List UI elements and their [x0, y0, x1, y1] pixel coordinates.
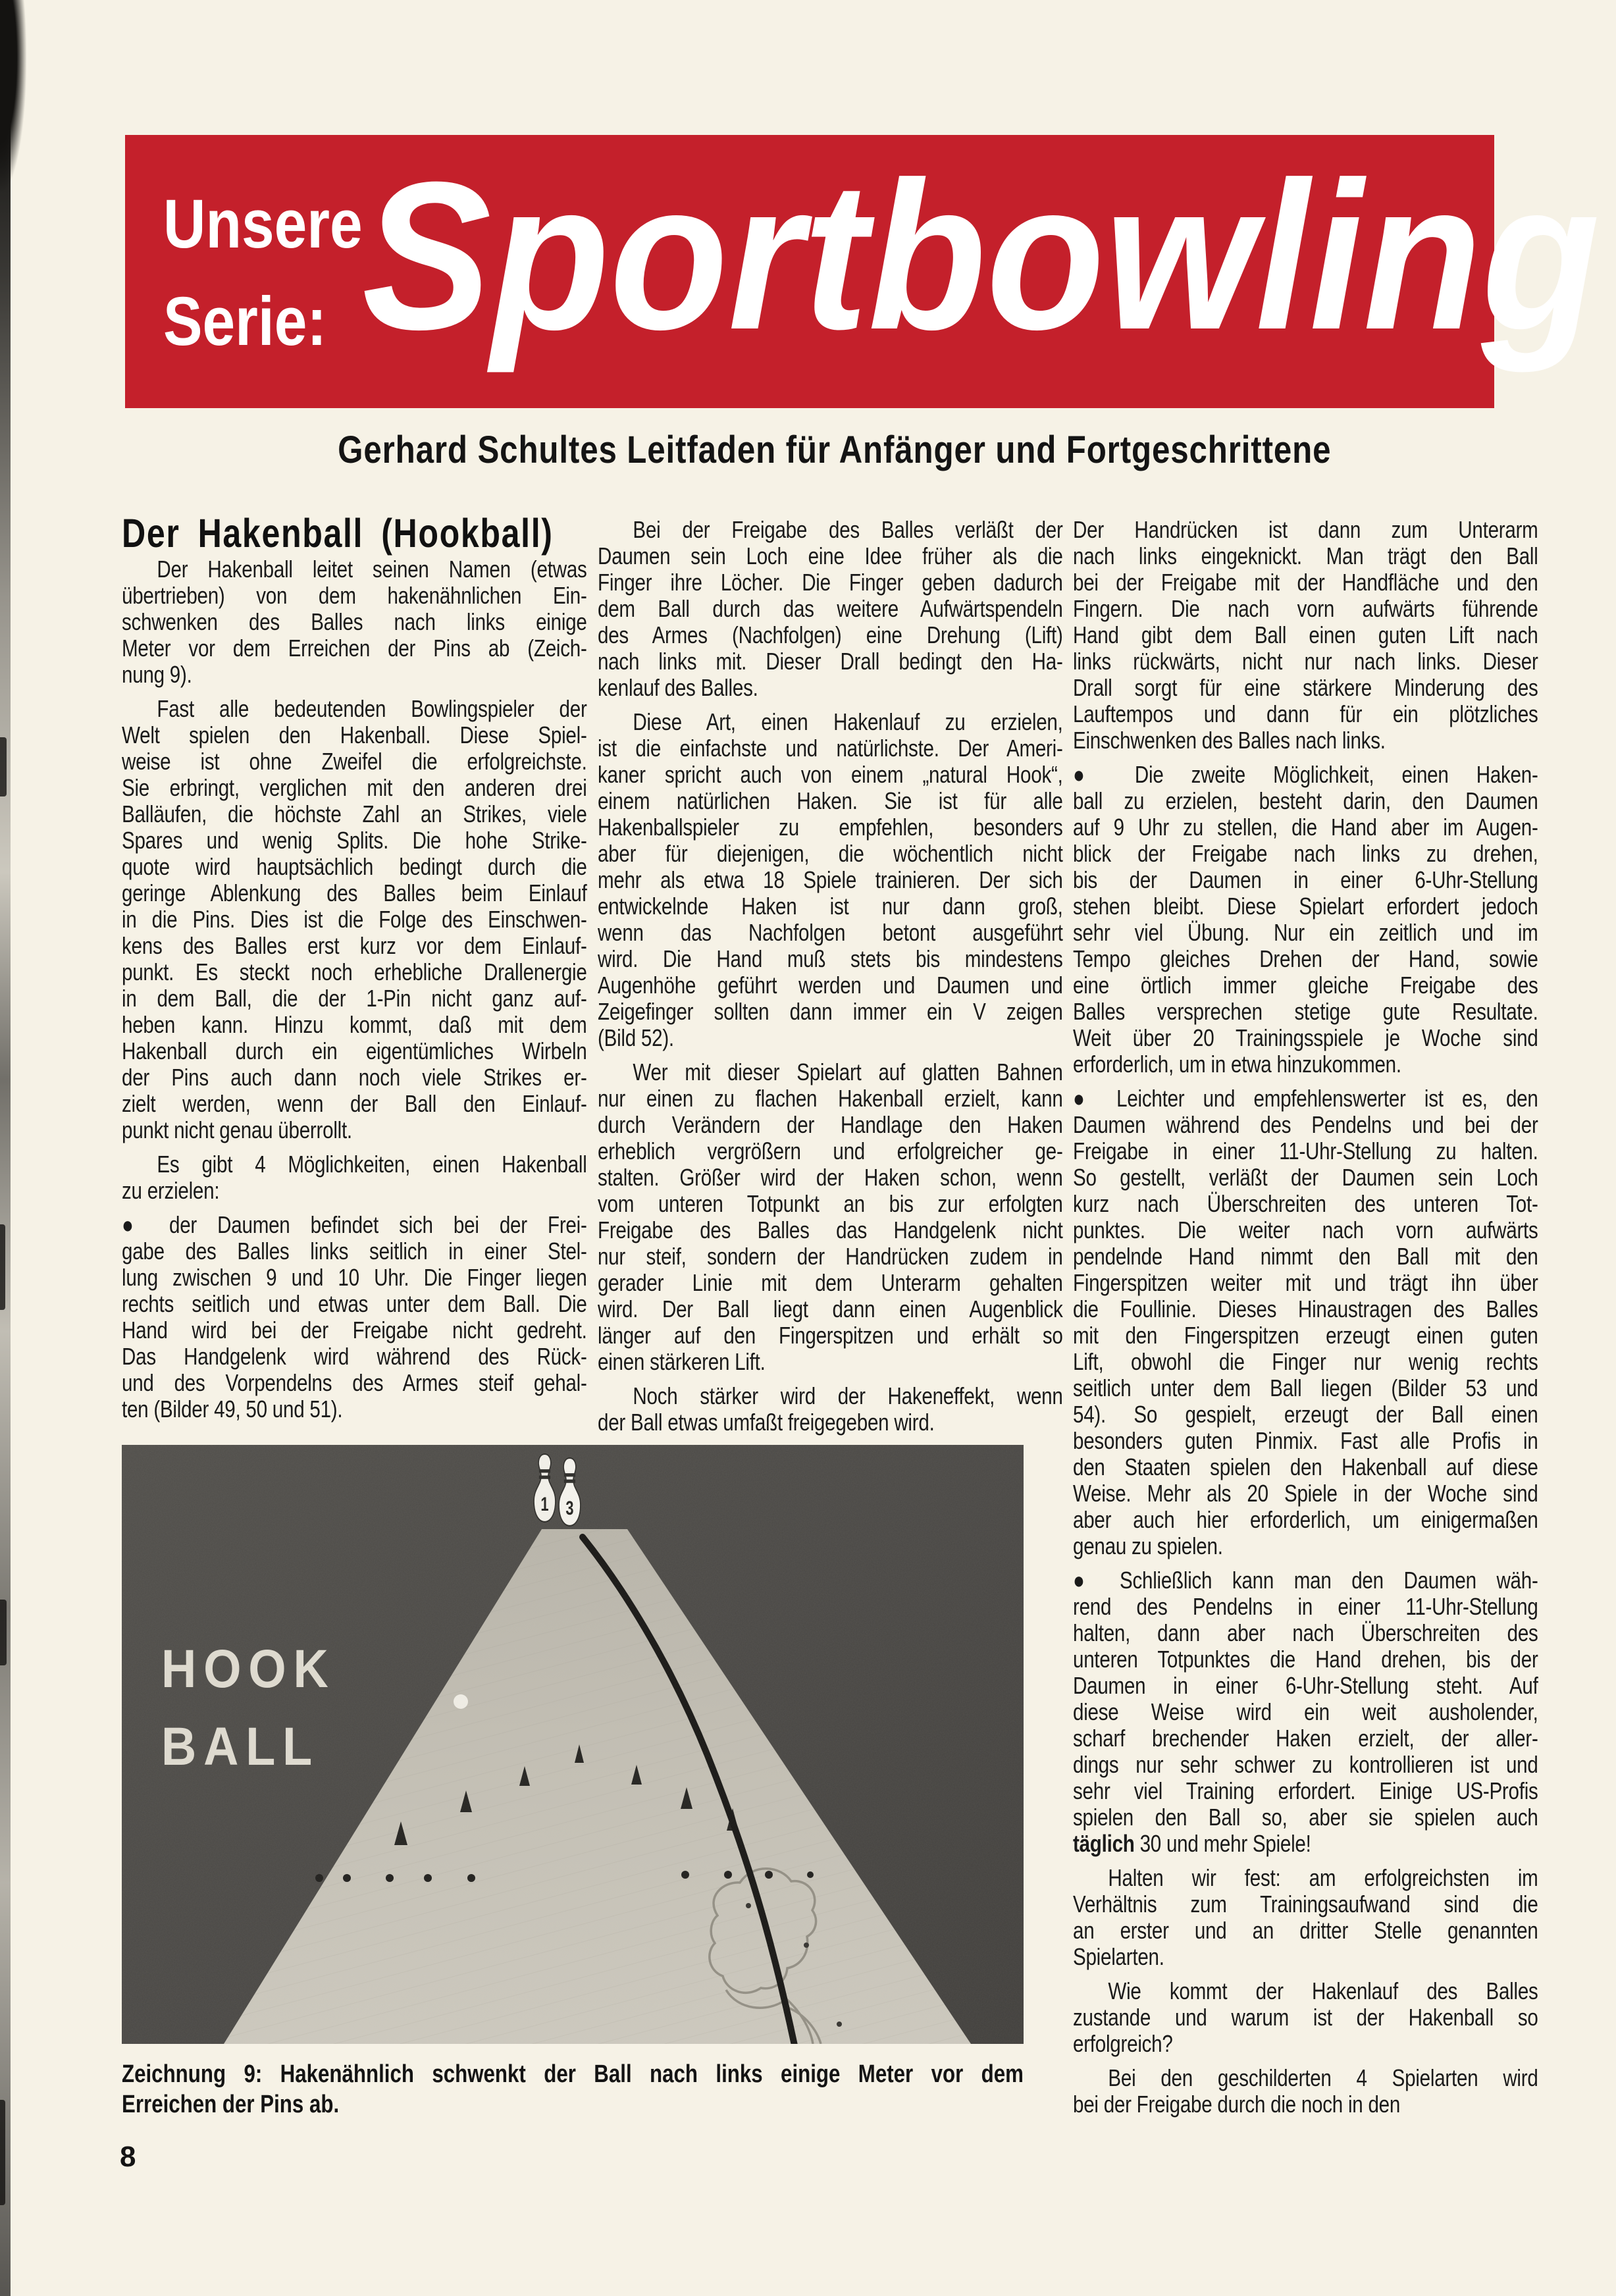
paragraph [1073, 1978, 1538, 2057]
column-1 [122, 510, 587, 1430]
text-line: punkt nicht genau überrollt. [122, 1116, 352, 1143]
text-line: zu erzielen: [122, 1177, 220, 1204]
text-line: Sie erbringt, verglichen mit den anderen drei [122, 774, 587, 801]
text-line: bei der Freigabe mit der Handfläche und den [1073, 569, 1538, 596]
paragraph [598, 517, 1063, 701]
text-line: erforderlich, um in etwa hinzukommen. [1073, 1051, 1401, 1078]
text-line: Bei den geschilderten 4 Spielarten wird [1108, 2064, 1538, 2091]
text-line: erheblich vergrößern und erfolgreicher ge- [598, 1137, 1063, 1164]
paragraph [1073, 517, 1538, 754]
text-line: Hakenball durch ein eigentümliches Wirbeln [122, 1037, 587, 1064]
paragraph [1073, 762, 1538, 1078]
series-label-line2: Serie: [163, 283, 327, 360]
text-line: Augenhöhe geführt werden und Daumen und [598, 972, 1063, 999]
text-line: in dem Ball, die der 1-Pin nicht ganz auf- [122, 985, 587, 1012]
text-line: gabe des Balles links seitlich in einer Stel- [122, 1238, 587, 1265]
text-line: kurz nach Überschreiten des unteren Tot- [1073, 1190, 1538, 1217]
text-line: wird. Die Hand muß stets bis mindestens [598, 945, 1063, 972]
text-line: rechts seitlich und etwas unter dem Ball. Die [122, 1290, 587, 1317]
text-line: auf 9 Uhr zu stellen, die Hand aber im Augen- [1073, 814, 1538, 841]
text-line: Zeigefinger sollten dann immer ein V zeigen [598, 998, 1063, 1025]
series-title: Sportbowling [362, 138, 1600, 373]
text-line: Es gibt 4 Möglichkeiten, einen Hakenball [157, 1151, 587, 1178]
text-line: zielt werden, wenn der Ball den Einlauf- [122, 1090, 587, 1117]
paragraph [1073, 1865, 1538, 1970]
scan-edge-mark [0, 737, 7, 796]
text-line: Bei der Freigabe des Balles verläßt der [633, 516, 1063, 543]
figure-hookball-photo [122, 1445, 1024, 2044]
text-line: entwickelnde Haken ist nur dann groß, [598, 893, 1063, 920]
text-line: einen stärkeren Lift. [598, 1348, 766, 1375]
text-line: sehr viel Training erfordert. Einige US-Profis [1073, 1777, 1538, 1804]
series-label-line1: Unsere [163, 186, 363, 263]
text-line: Hakenballspieler zu empfehlen, besonders [598, 814, 1063, 841]
text-line: genau zu spielen. [1073, 1532, 1223, 1559]
text-line: Meter vor dem Erreichen der Pins ab (Zeich- [122, 635, 587, 662]
text-line: ● Schließlich kann man den Daumen wäh- [1073, 1567, 1538, 1594]
paragraph [1073, 1567, 1538, 1857]
text-line: pendelnde Hand nimmt den Ball mit den [1073, 1243, 1538, 1270]
text-line: einem natürlichen Haken. Sie ist für alle [598, 787, 1063, 814]
text-line: Lift, obwohl die Finger nur wenig rechts [1073, 1348, 1538, 1375]
text-line: Daumen in einer 6-Uhr-Stellung steht. Auf [1073, 1672, 1538, 1699]
text-line: zustande und warum ist der Hakenball so [1073, 2004, 1538, 2031]
paragraph [598, 1383, 1063, 1436]
text-line: die Foullinie. Dieses Hinaustragen des Balles [1073, 1295, 1538, 1322]
svg-text:3: 3 [565, 1498, 574, 1519]
text-line: Der Hakenball leitet seinen Namen (etwas [157, 556, 587, 583]
text-line: aber für diejenigen, die wöchentlich nicht [598, 840, 1063, 867]
text-line: Balles versprechen stetige gute Resultate. [1073, 998, 1538, 1025]
text-line: blick der Freigabe nach links zu drehen, [1073, 840, 1538, 867]
text-line: erfolgreich? [1073, 2030, 1173, 2057]
text-line: ball zu erzielen, besteht darin, den Daumen [1073, 787, 1538, 814]
text-line: Daumen sein Loch eine Idee früher als die [598, 542, 1063, 569]
caption-line: Zeichnung 9: Hakenähnlich schwenkt der Ball nach links einige Meter vor dem [122, 2060, 1024, 2088]
paragraph [1073, 2065, 1538, 2118]
text-line: durch Verändern der Handlage den Haken [598, 1111, 1063, 1138]
text-line: Das Handgelenk wird während des Rück- [122, 1343, 587, 1370]
text-line: halten, dann aber nach Überschreiten des [1073, 1619, 1538, 1646]
column-3 [1073, 517, 1538, 2126]
text-line: nach links mit. Dieser Drall bedingt den Ha- [598, 648, 1063, 675]
text-line: scharf brechender Haken erzielt, der aller- [1073, 1725, 1538, 1752]
text-line: stalten. Größer wird der Haken schon, wenn [598, 1164, 1063, 1191]
text-line: Der Handrücken ist dann zum Unterarm [1073, 516, 1538, 543]
text-line: stehen bleibt. Diese Spielart erfordert jedoch [1073, 893, 1538, 920]
text-line: Finger ihre Löcher. Die Finger geben dadurch [598, 569, 1063, 596]
text-line: übertrieben) von dem hakenähnlichen Ein- [122, 582, 587, 609]
text-line: schwenken des Balles nach links einige [122, 608, 587, 635]
paragraph [122, 696, 587, 1143]
text-line: Hand wird bei der Freigabe nicht gedreht. [122, 1317, 587, 1344]
text-line: in die Pins. Dies ist die Folge des Einschwen- [122, 906, 587, 933]
text-line: wenn das Nachfolgen betont ausgeführt [598, 919, 1063, 946]
text-line: eine örtlich immer gleiche Freigabe des [1073, 972, 1538, 999]
text-line: nach links eingeknickt. Man trägt den Ball [1073, 542, 1538, 569]
text-line: nung 9). [122, 661, 192, 688]
text-line: den Staaten spielen den Hakenball auf diese [1073, 1453, 1538, 1480]
text-line: So gestellt, verläßt der Daumen sein Loch [1073, 1164, 1538, 1191]
text-line: gerader Linie mit dem Unterarm gehalten [598, 1269, 1063, 1296]
text-line: des Armes (Nachfolgen) eine Drehung (Lift) [598, 621, 1063, 648]
paragraph [122, 1212, 587, 1422]
text-line: sehr viel Übung. Nur ein zeitlich und im [1073, 919, 1538, 946]
text-line: länger auf den Fingerspitzen und erhält so [598, 1322, 1063, 1349]
text-line: dings nur sehr schwer zu kontrollieren ist und [1073, 1751, 1538, 1778]
text-line: weise ist ohne Zweifel die erfolgreichste. [122, 748, 587, 775]
paragraph [598, 1059, 1063, 1375]
text-line: Spielarten. [1073, 1943, 1164, 1970]
text-line: Verhältnis zum Trainingsaufwand sind die [1073, 1891, 1538, 1918]
text-line: quote wird hauptsächlich bedingt durch die [122, 853, 587, 880]
text-line: unteren Totpunktes die Hand drehen, bis der [1073, 1646, 1538, 1673]
text-line: Fingerspitzen weiter mit und trägt ihn über [1073, 1269, 1538, 1296]
scan-edge-strip [0, 0, 11, 2296]
text-line: Spares und wenig Splits. Die hohe Strike- [122, 827, 587, 854]
text-line: und des Vorpendelns des Armes steif gehal- [122, 1369, 587, 1396]
text-line: wird. Der Ball liegt dann einen Augenblick [598, 1295, 1063, 1322]
text-line: diese Weise wird ein weit ausholender, [1073, 1698, 1538, 1725]
text-line: ● der Daumen befindet sich bei der Frei- [122, 1211, 587, 1238]
subtitle-row [122, 429, 1547, 471]
text-line: Hand gibt dem Ball einen guten Lift nach [1073, 621, 1538, 648]
text-line: lung zwischen 9 und 10 Uhr. Die Finger liegen [122, 1264, 587, 1291]
text-line: Fingern. Die nach vorn aufwärts führende [1073, 595, 1538, 622]
text-line: ist die einfachste und natürlichste. Der Ameri- [598, 735, 1063, 762]
caption-line: Erreichen der Pins ab. [122, 2091, 340, 2118]
text-line: dem Ball durch das weitere Aufwärtspendeln [598, 595, 1063, 622]
text-line: 54). So gespielt, erzeugt der Ball einen [1073, 1401, 1538, 1428]
text-line: Daumen während des Pendelns und bei der [1073, 1111, 1538, 1138]
text-line: kenlauf des Balles. [598, 674, 758, 701]
scan-edge-mark [0, 1600, 7, 1665]
text-line: der Ball etwas umfaßt freigegeben wird. [598, 1409, 935, 1436]
text-line: Halten wir fest: am erfolgreichsten im [1108, 1864, 1538, 1891]
text-line: heben kann. Hinzu kommt, daß mit dem [122, 1011, 587, 1038]
text-line: links rückwärts, nicht nur nach links. Dieser [1073, 648, 1538, 675]
text-line: kens des Balles erst kurz vor dem Einlauf- [122, 932, 587, 959]
text-line: ● Leichter und empfehlenswerter ist es, den [1073, 1085, 1538, 1112]
text-line: geringe Ablenkung des Balles beim Einlauf [122, 879, 587, 906]
text-line: vom unteren Totpunkt an bis zur erfolgten [598, 1190, 1063, 1217]
text-line: mit den Fingerspitzen erzeugt einen guten [1073, 1322, 1538, 1349]
text-line: nur steif, sondern der Handrücken zudem in [598, 1243, 1063, 1270]
scan-edge-mark [0, 2100, 5, 2205]
page-number: 8 [120, 2141, 136, 2173]
text-line: Weise. Mehr als 20 Spiele in der Woche sind [1073, 1480, 1538, 1507]
column-2 [598, 517, 1063, 1444]
text-line: Einschwenken des Balles nach links. [1073, 727, 1386, 754]
text-line: Drall sorgt für eine stärkere Minderung des [1073, 674, 1538, 701]
text-line: Lauftempos und dann für ein plötzliches [1073, 700, 1538, 727]
text-line: Balläufen, die höchste Zahl an Strikes, viele [122, 800, 587, 827]
text-line: seitlich unter dem Ball liegen (Bilder 53 und [1073, 1374, 1538, 1401]
text-line: punktes. Die weiter nach vorn aufwärts [1073, 1216, 1538, 1243]
text-line: Wie kommt der Hakenlauf des Balles [1108, 1977, 1538, 2004]
text-line: an erster und an dritter Stelle genannten [1073, 1917, 1538, 1944]
paragraph [1073, 1085, 1538, 1559]
ball-label: BALL [161, 1717, 319, 1777]
paragraph [598, 709, 1063, 1051]
text-line: (Bild 52). [598, 1024, 674, 1051]
paragraph [122, 556, 587, 688]
column-heading: Der Hakenball (Hookball) [122, 511, 554, 556]
text-line: der Pins auch dann noch viele Strikes er- [122, 1064, 587, 1091]
article-subtitle: Gerhard Schultes Leitfaden für Anfänger und Fortgeschrittene [337, 429, 1332, 471]
text-line: besonders guten Pinmix. Fast alle Profis in [1073, 1427, 1538, 1454]
text-line: kaner spricht auch von einem „natural Hook“, [598, 761, 1063, 788]
hook-label: HOOK [161, 1639, 336, 1699]
text-line: ● Die zweite Möglichkeit, einen Haken- [1073, 761, 1538, 788]
text-line: Fast alle bedeutenden Bowlingspieler der [157, 695, 587, 722]
figure-caption-text [122, 2059, 1024, 2120]
text-line: bei der Freigabe durch die noch in den [1073, 2091, 1401, 2118]
text-line: aber auch hier erforderlich, um einigermaßen [1073, 1506, 1538, 1533]
text-line: Tempo gleiches Drehen der Hand, sowie [1073, 945, 1538, 972]
text-line: nur einen zu flachen Hakenball erzielt, kann [598, 1085, 1063, 1112]
text-line: Noch stärker wird der Hakeneffekt, wenn [633, 1382, 1063, 1409]
text-line: täglich 30 und mehr Spiele! [1073, 1830, 1311, 1857]
text-line: mehr als etwa 18 Spiele trainieren. Der sich [598, 866, 1063, 893]
text-line: punkt. Es steckt noch erhebliche Drallenergie [122, 958, 587, 985]
text-line: rend des Pendelns in einer 11-Uhr-Stellung [1073, 1593, 1538, 1620]
text-line: Freigabe in einer 11-Uhr-Stellung zu halten. [1073, 1137, 1538, 1164]
scan-edge-mark [0, 1224, 5, 1310]
scan-edge-blob [0, 0, 26, 191]
paragraph [122, 1151, 587, 1204]
text-line: Welt spielen den Hakenball. Diese Spiel- [122, 721, 587, 748]
text-line: spielen den Ball so, aber sie spielen auch [1073, 1804, 1538, 1831]
text-line: Freigabe des Balles das Handgelenk nicht [598, 1216, 1063, 1243]
svg-text:1: 1 [540, 1494, 549, 1515]
text-line: Weit über 20 Trainingsspiele je Woche sind [1073, 1024, 1538, 1051]
series-banner [125, 135, 1600, 408]
text-line: bis der Daumen in einer 6-Uhr-Stellung [1073, 866, 1538, 893]
text-line: Diese Art, einen Hakenlauf zu erzielen, [633, 708, 1063, 735]
text-line: ten (Bilder 49, 50 und 51). [122, 1396, 343, 1422]
text-line: Wer mit dieser Spielart auf glatten Bahnen [633, 1058, 1063, 1085]
figure-caption [122, 2059, 1024, 2120]
